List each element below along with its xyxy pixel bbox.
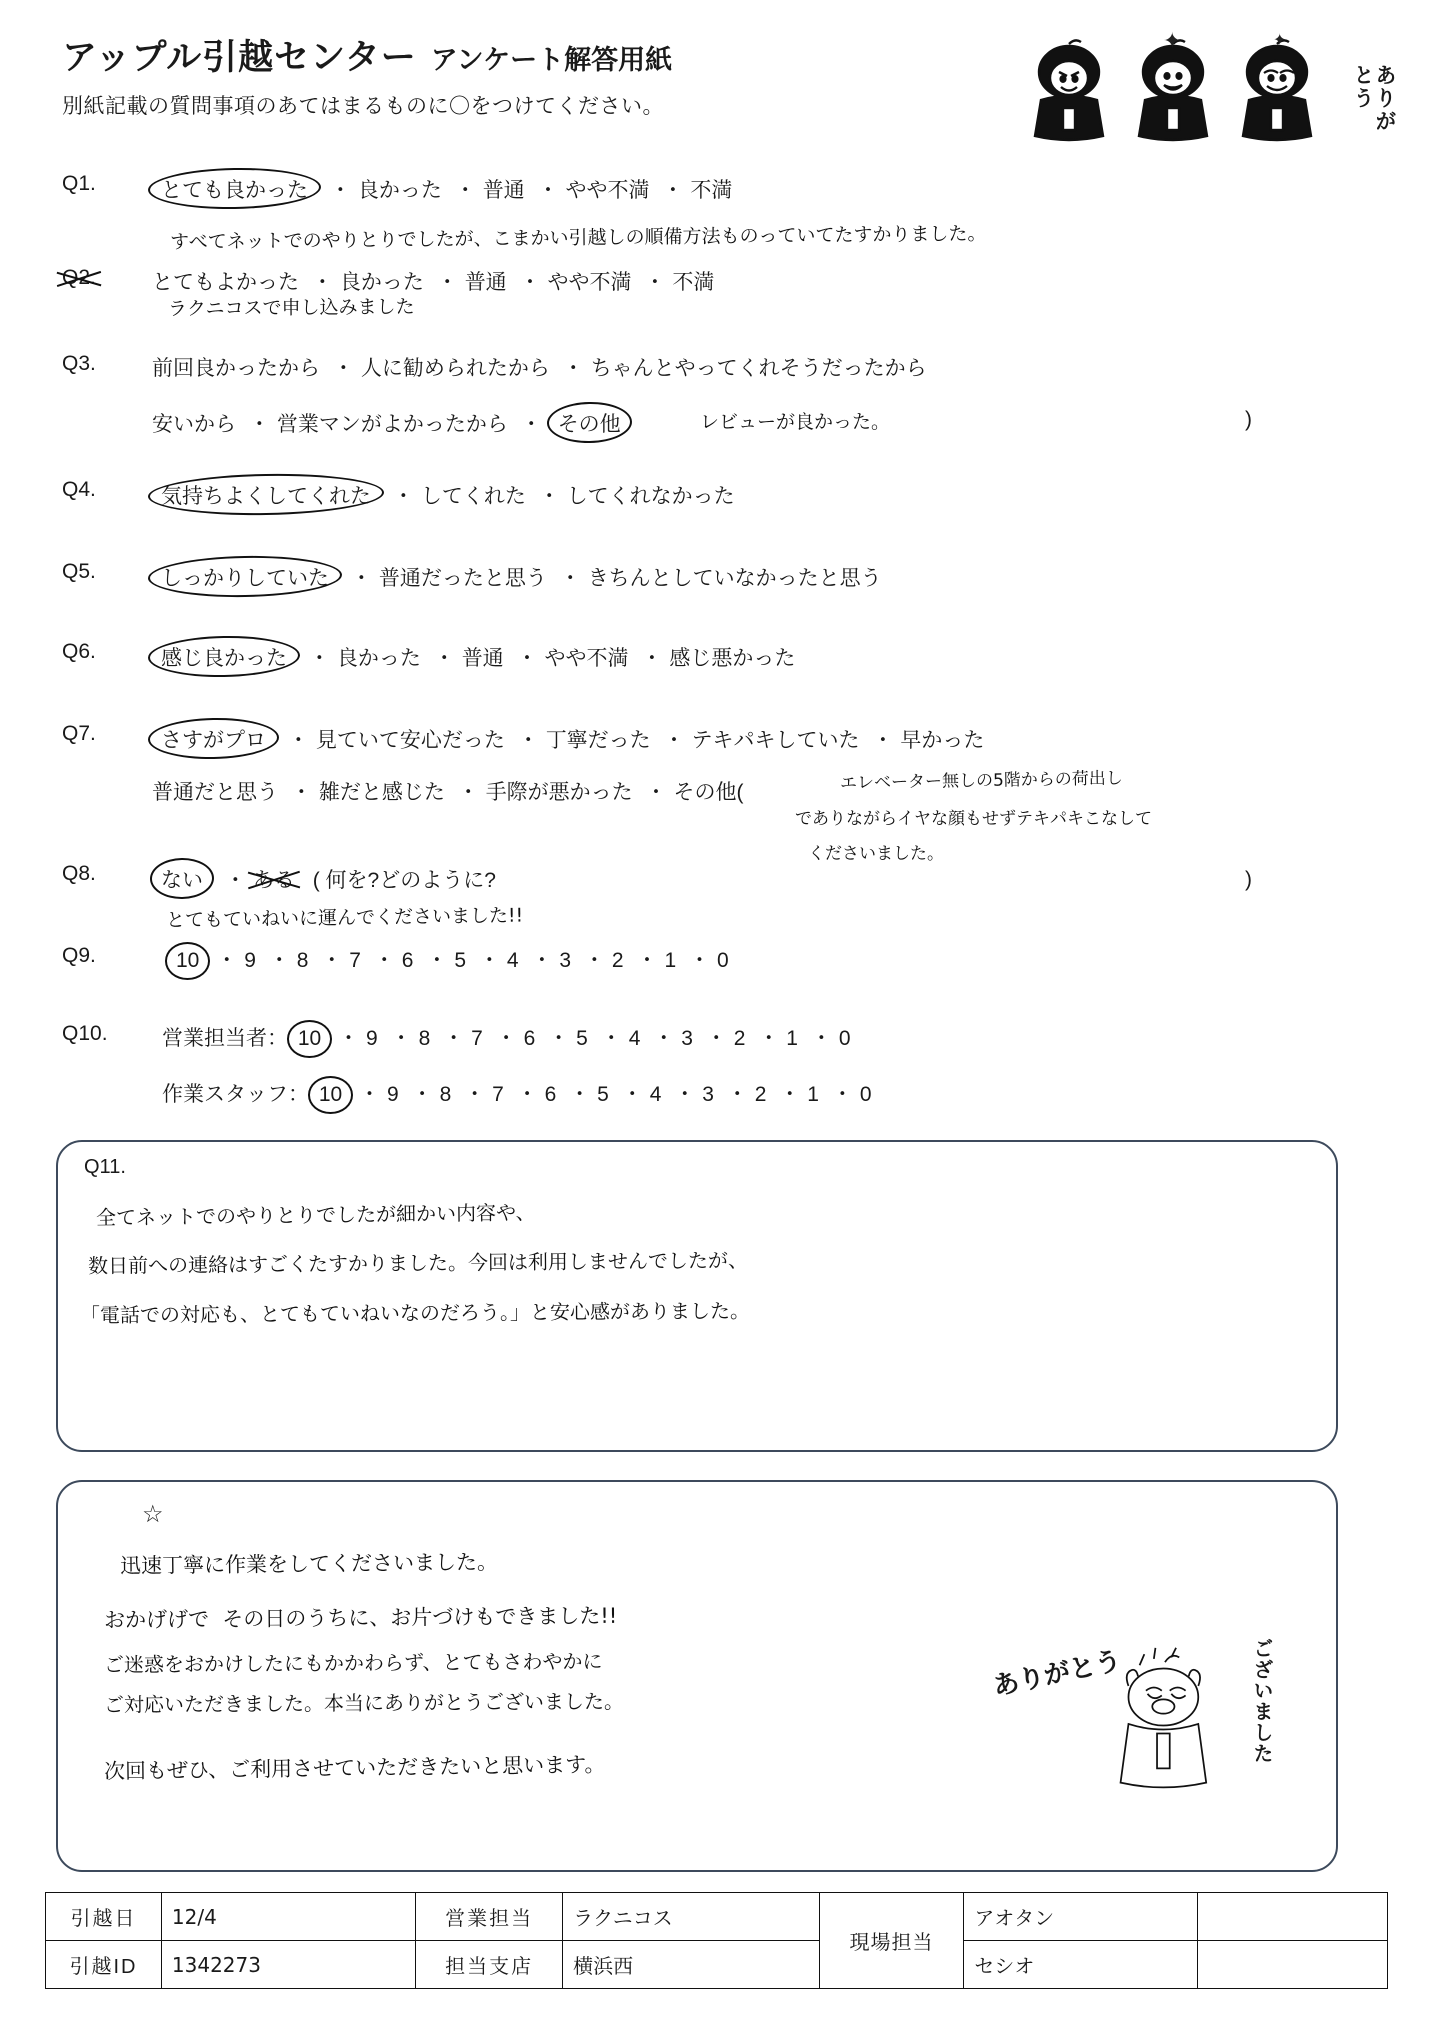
- q2-options: とてもよかった ・ 良かった ・ 普通 ・ やや不満 ・ 不満: [152, 266, 714, 296]
- q3-option[interactable]: 前回良かったから: [152, 357, 320, 380]
- q6-option-circled[interactable]: 感じ良かった: [152, 640, 296, 674]
- q10-row2-item[interactable]: 5: [597, 1083, 609, 1106]
- q7-options-line2: 普通だと思う ・ 雑だと感じた ・ 手際が悪かった ・ その他(: [152, 776, 744, 806]
- page-title: アップル引越センター: [62, 38, 417, 77]
- q10-row1-item[interactable]: 3: [681, 1027, 693, 1050]
- q10-row1-item[interactable]: 8: [418, 1027, 431, 1050]
- q3-options-line1: 前回良かったから ・ 人に勧められたから ・ ちゃんとやってくれそうだったから: [152, 352, 927, 382]
- q3-paren-close: ): [1245, 408, 1252, 431]
- q7-handwritten-note-3: くださいました。: [808, 844, 944, 864]
- q6-label: Q6.: [62, 640, 96, 663]
- q9-scale-item[interactable]: 0: [716, 949, 729, 972]
- q6-option[interactable]: 感じ悪かった: [669, 647, 796, 670]
- q7-option[interactable]: テキパキしていた: [691, 729, 860, 752]
- footer-value-site-staff-2[interactable]: セシオ: [964, 1941, 1198, 1989]
- q8-option-circled[interactable]: ない: [152, 862, 212, 896]
- q10-row1-item[interactable]: 4: [628, 1027, 641, 1050]
- q9-scale-item[interactable]: 2: [611, 949, 624, 972]
- q10-row1-item[interactable]: 5: [576, 1027, 588, 1050]
- q10-label: Q10.: [62, 1022, 108, 1045]
- q2-option[interactable]: 普通: [464, 271, 507, 294]
- mascot-arigatou-label: ありがとう: [990, 1644, 1124, 1702]
- q7-handwritten-note-1: エレベーター無しの5階からの荷出し: [839, 768, 1123, 794]
- q9-label: Q9.: [62, 944, 96, 967]
- q5-options: しっかりしていた ・ 普通だったと思う ・ きちんとしていなかったと思う: [152, 560, 882, 594]
- page-subtitle: アンケート解答用紙: [430, 45, 673, 75]
- table-row: [46, 1941, 1388, 1989]
- q7-option[interactable]: 手際が悪かった: [485, 781, 633, 804]
- q2-option[interactable]: とてもよかった: [152, 271, 299, 294]
- q8-label: Q8.: [62, 862, 96, 885]
- footer-label-move-id: 引越ID: [46, 1941, 162, 1989]
- q9-scale-item[interactable]: 1: [664, 949, 677, 972]
- q10-row1-circled[interactable]: 10: [294, 1026, 325, 1052]
- q10-row1-item[interactable]: 1: [786, 1027, 798, 1050]
- q8-prompt: ( 何を?どのように?: [312, 869, 496, 892]
- q6-options: 感じ良かった ・ 良かった ・ 普通 ・ やや不満 ・ 感じ悪かった: [152, 640, 795, 674]
- sparkle-icon: ✦: [1273, 32, 1287, 49]
- q1-option[interactable]: 不満: [690, 179, 733, 202]
- q3-option[interactable]: 安いから: [152, 413, 236, 436]
- free-comment-box[interactable]: [56, 1480, 1338, 1872]
- q7-option[interactable]: 丁寧だった: [545, 729, 651, 752]
- q10-row2-item[interactable]: 4: [649, 1083, 662, 1106]
- mascot-thanks-label: ありがとう: [1350, 64, 1396, 133]
- q7-option[interactable]: 見ていて安心だった: [315, 729, 505, 752]
- q7-option[interactable]: 早かった: [900, 729, 985, 752]
- q10-row2-item[interactable]: 2: [754, 1083, 767, 1106]
- q11-handwritten-line: 数日前への連絡はすごくたすかりました。今回は利用しませんでしたが、: [87, 1248, 749, 1278]
- q6-option[interactable]: やや不満: [544, 647, 629, 670]
- q1-option[interactable]: やや不満: [565, 179, 650, 202]
- q7-option-other[interactable]: その他(: [673, 781, 744, 804]
- q2-option[interactable]: 良かった: [339, 271, 424, 294]
- q10-row2-item[interactable]: 6: [544, 1083, 557, 1106]
- q9-scale-item[interactable]: 5: [454, 949, 467, 972]
- footer-label-move-date: 引越日: [46, 1893, 162, 1941]
- free-comment-line: おかげげで その日のうちに、お片づけもできました!!: [103, 1603, 618, 1633]
- q9-scale-circled[interactable]: 10: [172, 948, 203, 974]
- q9-scale-item[interactable]: 3: [559, 949, 572, 972]
- q9-scale-item[interactable]: 4: [506, 949, 519, 972]
- footer-value-sales-rep[interactable]: ラクニコス: [563, 1893, 819, 1941]
- q3-label: Q3.: [62, 352, 96, 375]
- footer-value-move-date[interactable]: 12/4: [161, 1893, 415, 1941]
- q3-handwritten-note: レビューが良かった。: [700, 411, 891, 433]
- footer-empty-cell-2[interactable]: [1198, 1941, 1388, 1989]
- mascot-gozaimashita-label: ございました: [1250, 1638, 1272, 1764]
- q7-option[interactable]: 普通だと思う: [152, 781, 278, 804]
- q10-row1-item[interactable]: 7: [471, 1027, 483, 1050]
- footer-label-site-staff: 現場担当: [819, 1893, 964, 1989]
- sparkle-icon: ✦: [1163, 28, 1182, 53]
- q3-option[interactable]: 営業マンがよかったから: [276, 413, 508, 436]
- q1-option[interactable]: 良かった: [357, 179, 442, 202]
- footer-table: [45, 1892, 1388, 1989]
- footer-value-site-staff-1[interactable]: アオタン: [964, 1893, 1198, 1941]
- q7-handwritten-note-2: でありながらイヤな顔もせずテキパキこなして: [795, 809, 1152, 829]
- free-comment-line: ご対応いただきました。本当にありがとうございました。: [103, 1689, 625, 1717]
- q6-option[interactable]: 良かった: [336, 647, 421, 670]
- q1-option-circled[interactable]: とても良かった: [152, 172, 317, 206]
- q10-row-sales: 営業担当者： 10 ・ 9 ・ 8 ・ 7 ・ 6 ・ 5 ・ 4 ・ 3 ・ 2 ・ 1 ・ 0: [162, 1027, 851, 1050]
- q7-option-circled[interactable]: さすがプロ: [152, 722, 275, 756]
- q10-row2-item[interactable]: 0: [859, 1083, 872, 1106]
- q11-handwritten-line: 「電話での対応も、とてもていねいなのだろう。」と安心感がありました。: [79, 1298, 751, 1328]
- mascot-group: [1023, 28, 1403, 148]
- q4-option[interactable]: してくれた: [420, 485, 526, 508]
- q1-options: とても良かった ・ 良かった ・ 普通 ・ やや不満 ・ 不満: [152, 172, 732, 206]
- q5-option[interactable]: きちんとしていなかったと思う: [587, 567, 882, 590]
- q10-row2-item[interactable]: 9: [387, 1083, 399, 1106]
- q7-label: Q7.: [62, 722, 96, 745]
- q10-row2-item[interactable]: 8: [439, 1083, 452, 1106]
- footer-label-sales-rep: 営業担当: [416, 1893, 563, 1941]
- q2-label: Q2.: [62, 266, 96, 289]
- q10-row2-circled[interactable]: 10: [315, 1082, 346, 1108]
- q1-handwritten-note: すべてネットでのやりとりでしたが、こまかい引越しの順備方法ものっていてたすかりました。: [169, 222, 987, 254]
- q8-option-struck[interactable]: ある: [253, 864, 295, 894]
- q5-option-circled[interactable]: しっかりしていた: [152, 560, 338, 594]
- footer-value-branch[interactable]: 横浜西: [563, 1941, 819, 1989]
- q2-option[interactable]: やや不満: [547, 271, 632, 294]
- q6-option[interactable]: 普通: [461, 647, 504, 670]
- mascot-bottom: [986, 1620, 1276, 1810]
- star-icon: ☆: [142, 1501, 164, 1528]
- q7-options-line1: さすがプロ ・ 見ていて安心だった ・ 丁寧だった ・ テキパキしていた ・ 早かった: [152, 722, 984, 756]
- q5-option[interactable]: 普通だったと思う: [378, 567, 547, 590]
- q4-label: Q4.: [62, 478, 96, 501]
- free-comment-line: 次回もぜひ、ご利用させていただきたいと思います。: [103, 1752, 606, 1784]
- q3-option-circled[interactable]: その他: [549, 406, 630, 440]
- q10-row2-item[interactable]: 3: [702, 1083, 714, 1106]
- q4-option[interactable]: してくれなかった: [566, 485, 735, 508]
- q3-option[interactable]: 人に勧められたから: [360, 357, 550, 380]
- q1-option[interactable]: 普通: [482, 179, 525, 202]
- q7-paren-close: ): [1245, 868, 1252, 891]
- q11-handwritten-line: 全てネットでのやりとりでしたが細かい内容や、: [95, 1200, 536, 1230]
- q9-scale-item[interactable]: 6: [401, 949, 414, 972]
- footer-label-branch: 担当支店: [416, 1941, 563, 1989]
- q9-scale-item[interactable]: 7: [349, 949, 361, 972]
- q10-row-staff: 作業スタッフ： 10 ・ 9 ・ 8 ・ 7 ・ 6 ・ 5 ・ 4 ・ 3 ・ 2 ・ 1 ・ 0: [162, 1083, 872, 1106]
- q9-scale: 10 ・ 9 ・ 8 ・ 7 ・ 6 ・ 5 ・ 4 ・ 3 ・ 2 ・ 1 ・ 0: [172, 944, 729, 974]
- q5-label: Q5.: [62, 560, 96, 583]
- q3-option[interactable]: ちゃんとやってくれそうだったから: [590, 357, 927, 380]
- q4-option-circled[interactable]: 気持ちよくしてくれた: [152, 478, 380, 512]
- q2-handwritten-note: ラクニコスで申し込みました: [167, 295, 415, 321]
- q4-options: 気持ちよくしてくれた ・ してくれた ・ してくれなかった: [152, 478, 735, 512]
- q8-options: ない ・ ある ( 何を?どのように?: [152, 862, 496, 896]
- q10-row1-item[interactable]: 2: [733, 1027, 746, 1050]
- q9-scale-item[interactable]: 8: [296, 949, 309, 972]
- q10-row1-item[interactable]: 9: [366, 1027, 378, 1050]
- table-row: [46, 1893, 1388, 1941]
- q10-row1-item[interactable]: 6: [523, 1027, 536, 1050]
- q3-options-line2: 安いから ・ 営業マンがよかったから ・ その他: [152, 406, 630, 440]
- footer-empty-cell-1[interactable]: [1198, 1893, 1388, 1941]
- q1-label: Q1.: [62, 172, 96, 195]
- q10-row2-item[interactable]: 7: [492, 1083, 504, 1106]
- q9-scale-item[interactable]: 9: [244, 949, 256, 972]
- q10-row1-item[interactable]: 0: [838, 1027, 851, 1050]
- q10-row2-item[interactable]: 1: [807, 1083, 819, 1106]
- monkey-icon: [1023, 38, 1115, 142]
- q10-row1-label: 営業担当者：: [162, 1027, 288, 1050]
- q7-option[interactable]: 雑だと感じた: [318, 781, 445, 804]
- free-comment-line: ご迷惑をおかけしたにもかかわらず、とてもさわやかに: [103, 1649, 603, 1677]
- free-comment-line: 迅速丁寧に作業をしてくださいました。: [119, 1550, 499, 1578]
- q10-row2-label: 作業スタッフ：: [162, 1083, 309, 1106]
- instruction-text: 別紙記載の質問事項のあてはまるものに〇をつけてください。: [62, 95, 664, 118]
- monkey-icon: [1231, 38, 1323, 142]
- q11-label: Q11.: [84, 1156, 126, 1178]
- q11-comment-box[interactable]: [56, 1140, 1338, 1452]
- footer-value-move-id[interactable]: 1342273: [161, 1941, 415, 1989]
- q8-handwritten-note: とてもていねいに運んでくださいました!!: [165, 904, 524, 932]
- q2-option[interactable]: 不満: [672, 271, 715, 294]
